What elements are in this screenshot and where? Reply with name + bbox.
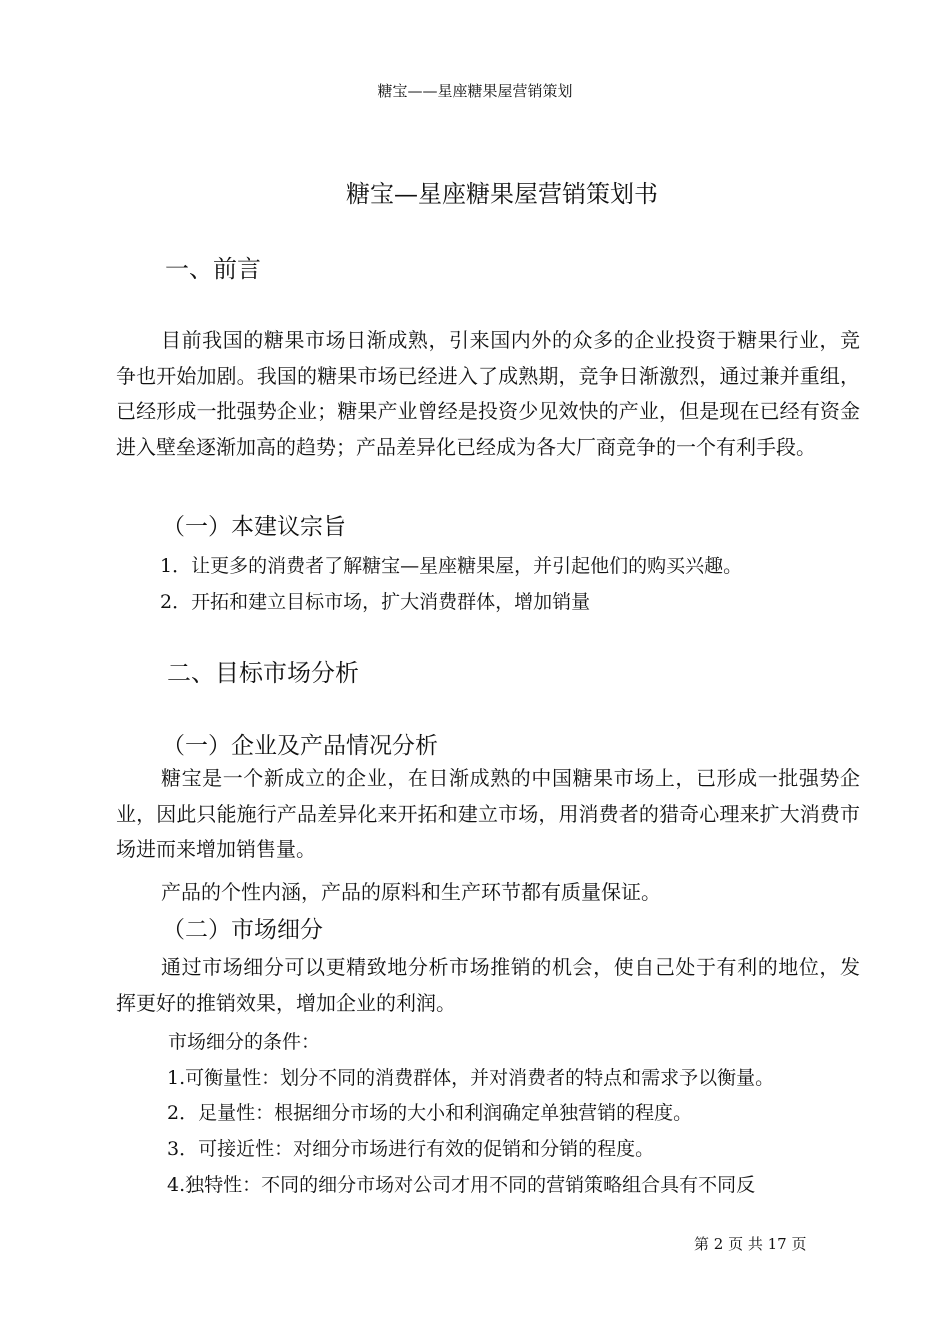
subsection-heading-company-product: （一）企业及产品情况分析: [162, 733, 438, 759]
subsection-heading-segmentation: （二）市场细分: [162, 917, 323, 943]
document-title: 糖宝—星座糖果屋营销策划书: [346, 180, 658, 208]
purpose-item-1: 1．让更多的消费者了解糖宝—星座糖果屋，并引起他们的购买兴趣。: [160, 555, 743, 577]
purpose-item-2: 2．开拓和建立目标市场，扩大消费群体，增加销量: [160, 591, 591, 613]
condition-item-4: 4.独特性：不同的细分市场对公司才用不同的营销策略组合具有不同反: [167, 1174, 756, 1196]
section-heading-preface: 一、前言: [165, 255, 261, 283]
segmentation-paragraph: 通过市场细分可以更精致地分析市场推销的机会，使自己处于有利的地位，发挥更好的推销效果，增加企业的利润。: [116, 955, 860, 1015]
section-heading-market-analysis: 二、目标市场分析: [167, 659, 359, 687]
product-quality-paragraph: 产品的个性内涵，产品的原料和生产环节都有质量保证。: [161, 880, 661, 904]
condition-item-2: 2．足量性：根据细分市场的大小和利润确定单独营销的程度。: [167, 1102, 693, 1124]
running-header: 糖宝——星座糖果屋营销策划: [377, 82, 573, 100]
preface-paragraph: 目前我国的糖果市场日渐成熟，引来国内外的众多的企业投资于糖果行业，竞争也开始加剧。我国的糖果市场已经进入了成熟期，竞争日渐激烈，通过兼并重组，已经形成一批强势企业；糖果产业曾经是投资少见效快的产业，但是现在已经有资金进入壁垒逐渐加高的趋势；产品差异化已经成为各大厂商竞争的一个有利手段。: [116, 328, 860, 459]
subsection-heading-purpose: （一）本建议宗旨: [162, 514, 346, 540]
page-number-footer: 第 2 页 共 17 页: [694, 1235, 807, 1253]
segmentation-conditions-label: 市场细分的条件：: [168, 1031, 321, 1053]
company-product-paragraph: 糖宝是一个新成立的企业，在日渐成熟的中国糖果市场上，已形成一批强势企业，因此只能施行产品差异化来开拓和建立市场，用消费者的猎奇心理来扩大消费市场进而来增加销售量。: [116, 766, 860, 861]
condition-item-1: 1.可衡量性：划分不同的消费群体，并对消费者的特点和需求予以衡量。: [167, 1067, 775, 1089]
condition-item-3: 3．可接近性：对细分市场进行有效的促销和分销的程度。: [167, 1138, 655, 1160]
